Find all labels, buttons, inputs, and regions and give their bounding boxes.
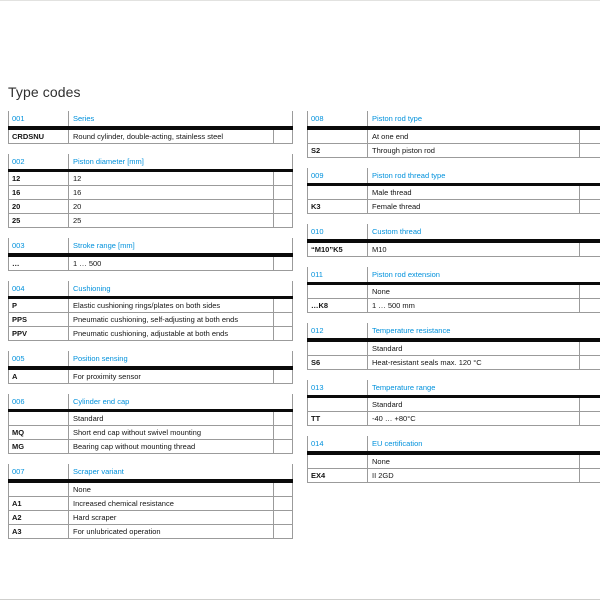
table-header-row: [8, 394, 293, 409]
row-code: EX4: [308, 469, 368, 482]
table-row: [8, 257, 293, 271]
row-tail-cell: [580, 342, 600, 355]
row-description: Bearing cap without mounting thread: [69, 440, 274, 453]
table-row: [307, 130, 600, 144]
row-tail-cell: [580, 398, 600, 411]
row-description: None: [69, 483, 274, 496]
table-code-number: 012: [308, 323, 368, 338]
table-title: Piston rod thread type: [372, 170, 446, 180]
row-description: Standard: [368, 398, 580, 411]
row-tail-cell: [580, 356, 600, 369]
row-tail-cell: [274, 172, 292, 185]
table-row: [307, 144, 600, 158]
table-code-number: 008: [308, 111, 368, 126]
table-header-row: [8, 154, 293, 169]
row-tail-cell: [274, 511, 292, 524]
row-code: [308, 455, 368, 468]
table-row: [307, 186, 600, 200]
table-row: [307, 299, 600, 313]
table-row: [8, 200, 293, 214]
row-code: [308, 342, 368, 355]
row-description: 12: [69, 172, 274, 185]
table-row: [8, 327, 293, 341]
row-description: 1 … 500: [69, 257, 274, 270]
row-code: PPS: [9, 313, 69, 326]
table-code-number: 004: [9, 281, 69, 296]
row-tail-cell: [274, 497, 292, 510]
row-code: [308, 186, 368, 199]
table-row: [8, 214, 293, 228]
table-code-number: 001: [9, 111, 69, 126]
row-tail-cell: [274, 200, 292, 213]
row-tail-cell: [274, 525, 292, 538]
type-code-table: [307, 111, 600, 158]
row-description: 20: [69, 200, 274, 213]
row-description: Increased chemical resistance: [69, 497, 274, 510]
row-code: [9, 483, 69, 496]
row-description: 16: [69, 186, 274, 199]
table-code-number: 006: [9, 394, 69, 409]
row-tail-cell: [580, 130, 600, 143]
table-row: [307, 243, 600, 257]
table-row: [8, 370, 293, 384]
table-row: [307, 412, 600, 426]
row-code: CRDSNU: [9, 130, 69, 143]
type-codes-layout: [8, 111, 600, 549]
row-tail-cell: [580, 186, 600, 199]
right-column: [307, 111, 600, 493]
table-row: [8, 412, 293, 426]
row-description: At one end: [368, 130, 580, 143]
row-description: Pneumatic cushioning, adjustable at both ends: [69, 327, 274, 340]
table-row: [307, 455, 600, 469]
table-row: [8, 299, 293, 313]
row-code: A3: [9, 525, 69, 538]
row-description: Standard: [69, 412, 274, 425]
table-code-number: 007: [9, 464, 69, 479]
table-row: [8, 186, 293, 200]
row-code: “M10”K5: [308, 243, 368, 256]
table-row: [8, 130, 293, 144]
row-tail-cell: [274, 327, 292, 340]
row-code: [308, 398, 368, 411]
type-code-table: [307, 380, 600, 427]
table-row: [8, 313, 293, 327]
row-description: None: [368, 455, 580, 468]
row-tail-cell: [274, 412, 292, 425]
table-row: [307, 285, 600, 299]
table-title: Piston diameter [mm]: [73, 156, 144, 166]
row-tail-cell: [580, 469, 600, 482]
row-description: 25: [69, 214, 274, 227]
row-code: 12: [9, 172, 69, 185]
table-row: [8, 525, 293, 539]
row-description: Standard: [368, 342, 580, 355]
row-description: -40 … +80°C: [368, 412, 580, 425]
type-code-table: [307, 267, 600, 314]
table-code-number: 011: [308, 267, 368, 282]
table-header-row: [8, 111, 293, 126]
table-header-row: [8, 351, 293, 366]
row-code: PPV: [9, 327, 69, 340]
table-title: Scraper variant: [73, 467, 124, 476]
row-code: A2: [9, 511, 69, 524]
row-tail-cell: [274, 370, 292, 383]
row-code: TT: [308, 412, 368, 425]
row-code: 16: [9, 186, 69, 199]
row-tail-cell: [580, 144, 600, 157]
row-description: Male thread: [368, 186, 580, 199]
table-row: [8, 511, 293, 525]
row-description: 1 … 500 mm: [368, 299, 580, 312]
table-header-row: [307, 224, 600, 239]
row-description: For proximity sensor: [69, 370, 274, 383]
type-code-table: [8, 238, 293, 271]
table-row: [8, 172, 293, 186]
row-description: Through piston rod: [368, 144, 580, 157]
table-header-row: [307, 323, 600, 338]
table-code-number: 014: [308, 436, 368, 451]
type-code-table: [8, 351, 293, 384]
table-code-number: 002: [9, 154, 69, 169]
table-header-row: [307, 267, 600, 282]
row-tail-cell: [274, 130, 292, 143]
type-code-table: [307, 168, 600, 215]
table-title: Temperature range: [372, 382, 436, 392]
row-description: Hard scraper: [69, 511, 274, 524]
row-tail-cell: [580, 412, 600, 425]
table-header-row: [8, 464, 293, 479]
row-tail-cell: [274, 426, 292, 439]
row-code: …: [9, 257, 69, 270]
type-code-table: [8, 111, 293, 144]
left-column: [8, 111, 293, 549]
row-description: Heat-resistant seals max. 120 °C: [368, 356, 580, 369]
table-title: Cushioning: [73, 283, 111, 293]
row-code: 25: [9, 214, 69, 227]
row-code: P: [9, 299, 69, 312]
table-title: Temperature resistance: [372, 326, 451, 335]
table-row: [307, 469, 600, 483]
row-tail-cell: [274, 483, 292, 496]
table-title: Position sensing: [73, 354, 128, 363]
row-code: [9, 412, 69, 425]
table-title: Piston rod type: [372, 114, 423, 123]
table-code-number: 003: [9, 238, 69, 253]
row-tail-cell: [274, 299, 292, 312]
row-tail-cell: [580, 285, 600, 298]
row-tail-cell: [274, 186, 292, 199]
row-tail-cell: [274, 257, 292, 270]
table-code-number: 013: [308, 380, 368, 395]
table-row: [8, 440, 293, 454]
row-code: S6: [308, 356, 368, 369]
row-description: Female thread: [368, 200, 580, 213]
row-description: Round cylinder, double-acting, stainless steel: [69, 130, 274, 143]
table-header-row: [307, 436, 600, 451]
row-description: Short end cap without swivel mounting: [69, 426, 274, 439]
row-tail-cell: [580, 200, 600, 213]
row-tail-cell: [274, 313, 292, 326]
row-code: …K8: [308, 299, 368, 312]
table-header-row: [307, 111, 600, 126]
row-tail-cell: [274, 440, 292, 453]
table-row: [8, 497, 293, 511]
row-code: MG: [9, 440, 69, 453]
type-code-table: [8, 281, 293, 342]
row-code: [308, 130, 368, 143]
table-row: [8, 426, 293, 440]
table-code-number: 005: [9, 351, 69, 366]
row-description: None: [368, 285, 580, 298]
row-tail-cell: [580, 243, 600, 256]
row-code: S2: [308, 144, 368, 157]
table-title: Series: [73, 114, 95, 123]
type-code-table: [8, 464, 293, 539]
row-description: Pneumatic cushioning, self-adjusting at both ends: [69, 313, 274, 326]
table-title: EU certification: [372, 439, 423, 448]
table-code-number: 009: [308, 168, 368, 183]
row-tail-cell: [580, 455, 600, 468]
type-code-table: [307, 323, 600, 370]
table-title: Custom thread: [372, 227, 422, 236]
type-code-table: [307, 224, 600, 257]
table-title: Stroke range [mm]: [73, 241, 135, 250]
row-code: [308, 285, 368, 298]
row-code: K3: [308, 200, 368, 213]
table-header-row: [307, 380, 600, 395]
table-code-number: 010: [308, 224, 368, 239]
table-row: [307, 398, 600, 412]
row-tail-cell: [274, 214, 292, 227]
row-code: MQ: [9, 426, 69, 439]
table-row: [307, 200, 600, 214]
table-row: [307, 342, 600, 356]
type-code-table: [307, 436, 600, 483]
row-description: M10: [368, 243, 580, 256]
row-code: A: [9, 370, 69, 383]
table-row: [8, 483, 293, 497]
table-header-row: [8, 281, 293, 296]
table-header-row: [8, 238, 293, 253]
table-title: Cylinder end cap: [73, 396, 130, 406]
type-code-table: [8, 154, 293, 229]
table-title: Piston rod extension: [372, 269, 440, 279]
row-code: A1: [9, 497, 69, 510]
type-code-table: [8, 394, 293, 455]
table-row: [307, 356, 600, 370]
page-title: Type codes: [8, 84, 81, 100]
row-code: 20: [9, 200, 69, 213]
row-description: For unlubricated operation: [69, 525, 274, 538]
row-description: II 2GD: [368, 469, 580, 482]
row-tail-cell: [580, 299, 600, 312]
row-description: Elastic cushioning rings/plates on both sides: [69, 299, 274, 312]
table-header-row: [307, 168, 600, 183]
